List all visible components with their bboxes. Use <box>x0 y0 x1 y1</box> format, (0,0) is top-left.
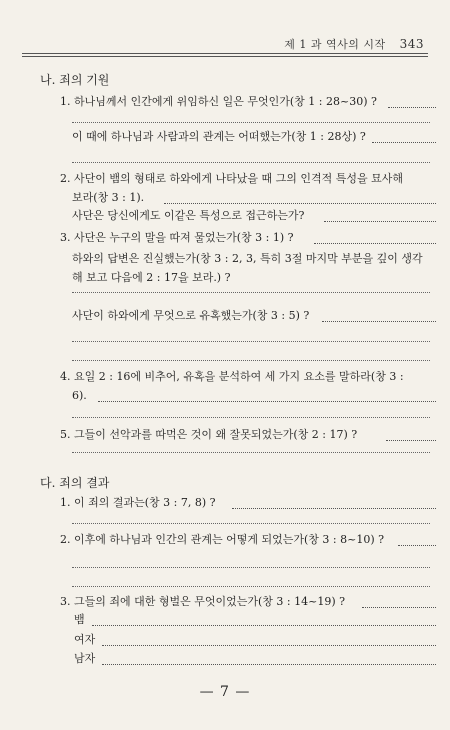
question-n1b: 이 때에 하나님과 사람과의 관계는 어떠했는가(창 1 : 28상) ? <box>72 130 366 143</box>
page-number: 343 <box>399 37 424 51</box>
question-d2: 2. 이후에 하나님과 인간의 관계는 어떻게 되었는가(창 3 : 8~10) ? <box>60 533 385 546</box>
answer-line[interactable] <box>72 360 430 361</box>
question-n3: 3. 사단은 누구의 말을 따져 물었는가(창 3 : 1) ? <box>60 231 294 244</box>
answer-line-inline[interactable] <box>372 142 436 143</box>
answer-line[interactable] <box>72 523 430 524</box>
question-n4-line2: 6). <box>72 389 87 402</box>
chapter-title: 제 1 과 역사의 시작 <box>284 38 386 51</box>
answer-line[interactable] <box>72 292 430 293</box>
section-title-origin-of-sin: 나. 죄의 기원 <box>40 73 110 87</box>
answer-line[interactable] <box>72 452 430 453</box>
label-woman: 여자 <box>74 633 96 646</box>
running-header <box>284 36 424 52</box>
answer-line-inline[interactable] <box>98 401 436 402</box>
question-n3-line2: 해 보고 다음에 2 : 17을 보라.) ? <box>72 271 231 284</box>
answer-line-inline[interactable] <box>362 607 436 608</box>
answer-line[interactable] <box>72 417 430 418</box>
label-man: 남자 <box>74 652 96 665</box>
question-n5: 5. 그들이 선악과를 따먹은 것이 왜 잘못되었는가(창 2 : 17) ? <box>60 428 358 441</box>
answer-line-inline[interactable] <box>232 508 436 509</box>
answer-line-inline[interactable] <box>164 203 436 204</box>
answer-line-inline[interactable] <box>398 545 436 546</box>
question-n1: 1. 하나님께서 인간에게 위임하신 일은 무엇인가(창 1 : 28~30) ? <box>60 95 377 108</box>
answer-line-inline[interactable] <box>386 440 436 441</box>
page-footer-number: — 7 — <box>199 684 251 700</box>
question-n2-line3: 사단은 당신에게도 이같은 특성으로 접근하는가? <box>72 209 305 222</box>
answer-line-inline[interactable] <box>324 221 436 222</box>
header-rule <box>22 53 428 57</box>
question-n3-line3: 사단이 하와에게 무엇으로 유혹했는가(창 3 : 5) ? <box>72 309 310 322</box>
answer-line-snake[interactable] <box>92 625 436 626</box>
label-snake: 뱀 <box>74 613 85 626</box>
answer-line-inline[interactable] <box>388 107 436 108</box>
answer-line[interactable] <box>72 341 430 342</box>
question-d3: 3. 그들의 죄에 대한 형벌은 무엇이었는가(창 3 : 14~19) ? <box>60 595 346 608</box>
question-n4-line1: 4. 요일 2 : 16에 비추어, 유혹을 분석하여 세 가지 요소를 말하라(창 3 : <box>60 370 404 383</box>
question-n3-line1: 하와의 답변은 진실했는가(창 3 : 2, 3, 특히 3절 마지막 부분을 깊이 생각 <box>72 252 423 265</box>
answer-line-woman[interactable] <box>102 645 436 646</box>
answer-line[interactable] <box>72 162 430 163</box>
answer-line[interactable] <box>72 122 430 123</box>
answer-line-man[interactable] <box>102 664 436 665</box>
answer-line[interactable] <box>72 586 430 587</box>
answer-line-inline[interactable] <box>322 321 436 322</box>
answer-line-inline[interactable] <box>314 243 436 244</box>
section-title-results-of-sin: 다. 죄의 결과 <box>40 476 110 490</box>
answer-line[interactable] <box>72 567 430 568</box>
question-n2-line1: 2. 사단이 뱀의 형태로 하와에게 나타났을 때 그의 인격적 특성을 묘사해 <box>60 172 403 185</box>
question-n2-line2: 보라(창 3 : 1). <box>72 191 145 204</box>
question-d1: 1. 이 죄의 결과는(창 3 : 7, 8) ? <box>60 496 216 509</box>
